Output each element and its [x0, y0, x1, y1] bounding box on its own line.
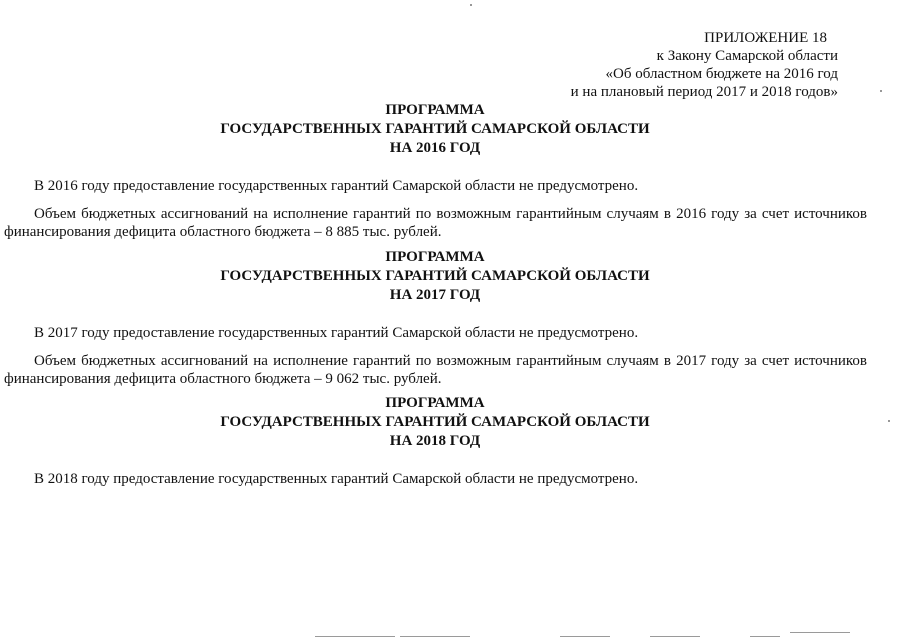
- allocation-statement: Объем бюджетных ассигнований на исполнение гарантий по возможным гарантийным случаям в 2016 году за счет источников финансирования дефицита областного бюджета – 8 885 тыс. рублей.: [4, 206, 867, 240]
- appendix-line-2: «Об областном бюджете на 2016 год: [605, 66, 838, 82]
- appendix-block: [518, 29, 838, 101]
- heading-line-3: НА 2017 ГОД: [389, 287, 481, 303]
- heading-line-3: НА 2016 ГОД: [389, 140, 481, 156]
- allocation-statement: Объем бюджетных ассигнований на исполнение гарантий по возможным гарантийным случаям в 2017 году за счет источников финансирования дефицита областного бюджета – 9 062 тыс. рублей.: [4, 353, 867, 387]
- section-heading: [0, 101, 870, 158]
- heading-line-3: НА 2018 ГОД: [389, 433, 481, 449]
- section-2017: [0, 248, 905, 388]
- heading-line-2: ГОСУДАРСТВЕННЫХ ГАРАНТИЙ САМАРСКОЙ ОБЛАСТИ: [220, 121, 650, 137]
- scan-speck: [470, 4, 472, 6]
- guarantee-statement: В 2016 году предоставление государственных гарантий Самарской области не предусмотрено.: [34, 178, 639, 194]
- heading-line-1: ПРОГРАММА: [385, 395, 485, 411]
- scan-artifact-line: [560, 636, 610, 637]
- guarantee-statement: В 2018 году предоставление государственных гарантий Самарской области не предусмотрено.: [34, 471, 639, 487]
- scan-artifact-line: [750, 636, 780, 637]
- appendix-line-1: к Закону Самарской области: [656, 48, 838, 64]
- heading-line-2: ГОСУДАРСТВЕННЫХ ГАРАНТИЙ САМАРСКОЙ ОБЛАСТИ: [220, 414, 650, 430]
- scan-artifact-line: [315, 636, 395, 637]
- section-heading: [0, 394, 870, 451]
- appendix-title: ПРИЛОЖЕНИЕ 18: [704, 30, 827, 46]
- section-2018: [0, 394, 905, 488]
- guarantee-statement: В 2017 году предоставление государственных гарантий Самарской области не предусмотрено.: [34, 325, 639, 341]
- section-2016: [0, 101, 905, 241]
- appendix-line-3: и на плановый период 2017 и 2018 годов»: [570, 84, 838, 100]
- heading-line-1: ПРОГРАММА: [385, 102, 485, 118]
- scan-speck: [880, 90, 882, 92]
- section-heading: [0, 248, 870, 305]
- heading-line-1: ПРОГРАММА: [385, 249, 485, 265]
- scan-artifact-line: [650, 636, 700, 637]
- scan-speck: [888, 420, 890, 422]
- scan-artifact-line: [400, 636, 470, 637]
- scan-artifact-line: [790, 632, 850, 633]
- heading-line-2: ГОСУДАРСТВЕННЫХ ГАРАНТИЙ САМАРСКОЙ ОБЛАСТИ: [220, 268, 650, 284]
